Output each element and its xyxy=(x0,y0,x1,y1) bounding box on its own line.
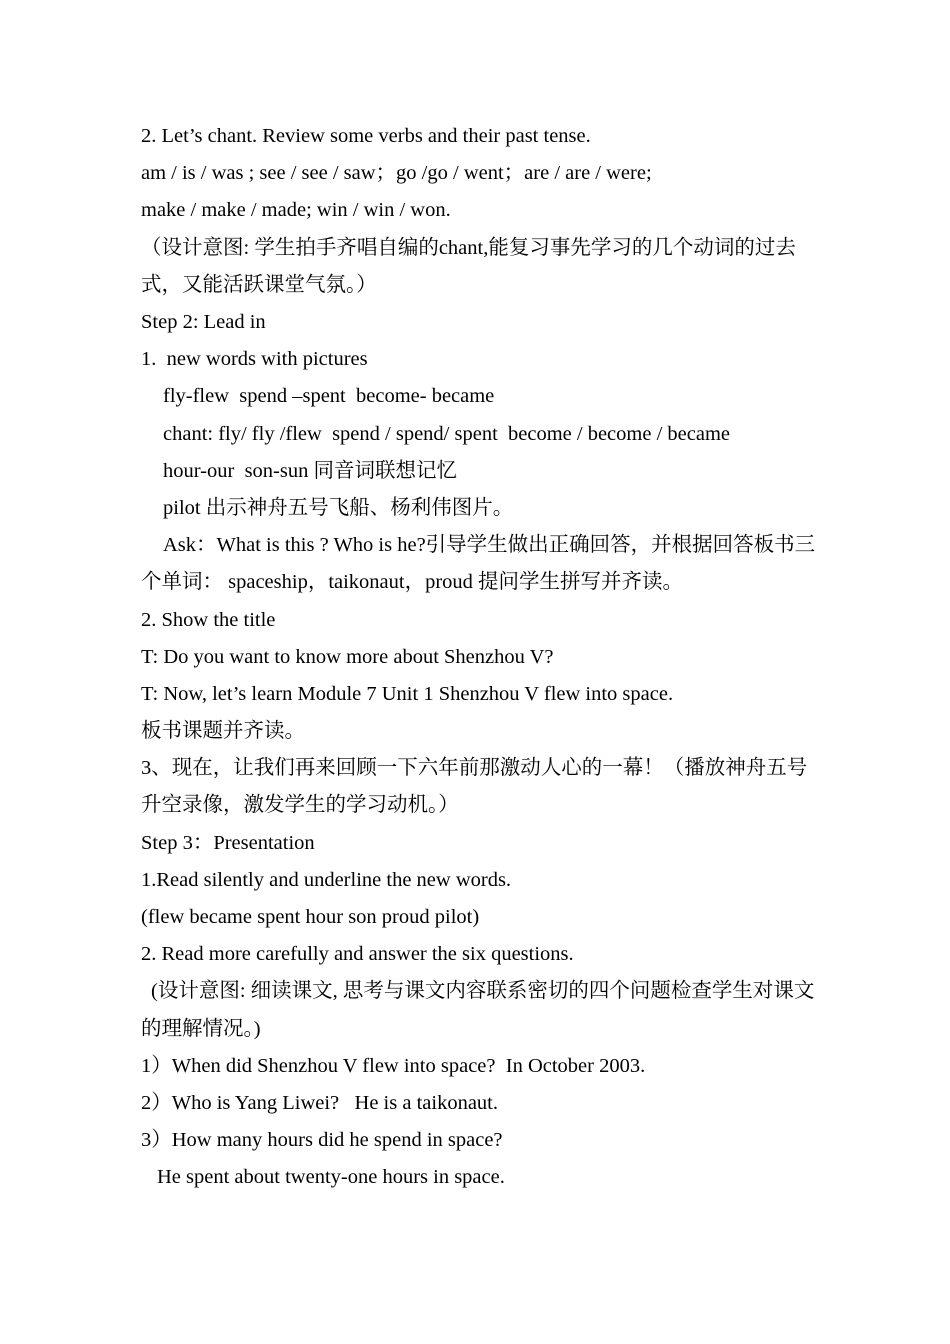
section-heading: Step 2: Lead in xyxy=(141,310,266,333)
section-heading: Step 3：Presentation xyxy=(141,831,315,854)
paragraph xyxy=(141,527,816,601)
text-line: T: Now, let’s learn Module 7 Unit 1 Shenzhou V flew into space. xyxy=(141,682,674,705)
text-line: fly-flew spend –spent become- became xyxy=(163,385,495,408)
question-line: 3）How many hours did he spend in space? xyxy=(141,1129,503,1152)
text-line: am / is / was ; see / see / saw；go /go / went；are / are / were; xyxy=(141,162,652,185)
text-line: chant: fly/ fly /flew spend / spend/ spent become / become / became xyxy=(163,422,730,445)
text-line: pilot 出示神舟五号飞船、杨利伟图片。 xyxy=(163,496,514,519)
paragraph: 3、现在，让我们再来回顾一下六年前那激动人心的一幕！（播放神舟五号升空录像，激发学生的学习动机。） xyxy=(141,757,808,817)
document-page xyxy=(141,118,816,1197)
text-line: 板书课题并齐读。 xyxy=(141,720,305,743)
text-line: 1. new words with pictures xyxy=(141,348,368,371)
text-line: make / make / made; win / win / won. xyxy=(141,199,451,222)
question-line: 2）Who is Yang Liwei? He is a taikonaut. xyxy=(141,1092,498,1114)
text-line: 2. Show the title xyxy=(141,608,276,631)
paragraph-text: Ask：What is this ? Who is he?引导学生做出正确回答，并根据回答板书三个单词： spaceship，taikonaut，proud 提问学生拼写并齐读。 xyxy=(141,534,816,594)
text-line: T: Do you want to know more about Shenzhou V? xyxy=(141,645,554,668)
text-line: (flew became spent hour son proud pilot) xyxy=(141,906,480,929)
text-line: hour-our son-sun 同音词联想记忆 xyxy=(163,459,457,482)
question-line: 1）When did Shenzhou V flew into space? In October 2003. xyxy=(141,1054,646,1077)
design-intent-paragraph xyxy=(141,973,816,1047)
text-line: 1.Read silently and underline the new words. xyxy=(141,868,512,891)
paragraph-text: (设计意图: 细读课文, 思考与课文内容联系密切的四个问题检查学生对课文的理解情况。) xyxy=(141,980,815,1040)
design-intent-paragraph: （设计意图: 学生拍手齐唱自编的chant,能复习事先学习的几个动词的过去式，又能活跃课堂气氛。） xyxy=(141,236,796,296)
text-line: 2. Read more carefully and answer the six questions. xyxy=(141,943,574,966)
answer-line: He spent about twenty-one hours in space. xyxy=(157,1166,505,1189)
text-line: 2. Let’s chant. Review some verbs and their past tense. xyxy=(141,125,591,147)
